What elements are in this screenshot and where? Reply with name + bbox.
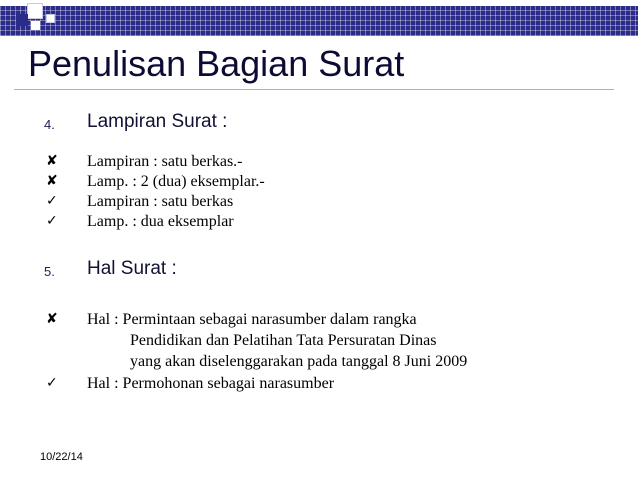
decor-square (46, 14, 55, 23)
slide-title: Penulisan Bagian Surat (28, 43, 405, 84)
decor-square (16, 14, 28, 26)
section-heading: Hal Surat : (87, 258, 177, 279)
section-heading: Lampiran Surat : (87, 111, 228, 132)
list-item: Lampiran : satu berkas (87, 193, 234, 210)
list-item: Hal : Permintaan sebagai narasumber dalam rangka (87, 311, 417, 328)
slide-date: 10/22/14 (40, 451, 83, 463)
list-item-continuation: yang akan diselenggarakan pada tanggal 8 Juni 2009 (130, 353, 468, 370)
decor-square (31, 21, 40, 30)
header-band (0, 6, 638, 36)
decor-square (27, 3, 43, 19)
list-item: Hal : Permohonan sebagai narasumber (87, 375, 335, 392)
cross-icon: ✘ (46, 311, 58, 327)
list-item-continuation: Pendidikan dan Pelatihan Tata Persuratan Dinas (130, 332, 437, 349)
list-item: Lamp. : 2 (dua) eksemplar.- (87, 173, 265, 190)
title-divider (14, 89, 614, 90)
check-icon: ✓ (46, 213, 58, 229)
section-number: 5. (44, 264, 55, 279)
list-item: Lampiran : satu berkas.- (87, 153, 243, 170)
cross-icon: ✘ (46, 153, 58, 169)
cross-icon: ✘ (46, 173, 58, 189)
check-icon: ✓ (46, 193, 58, 209)
list-item: Lamp. : dua eksemplar (87, 213, 234, 230)
section-number: 4. (44, 117, 55, 132)
check-icon: ✓ (46, 375, 58, 391)
